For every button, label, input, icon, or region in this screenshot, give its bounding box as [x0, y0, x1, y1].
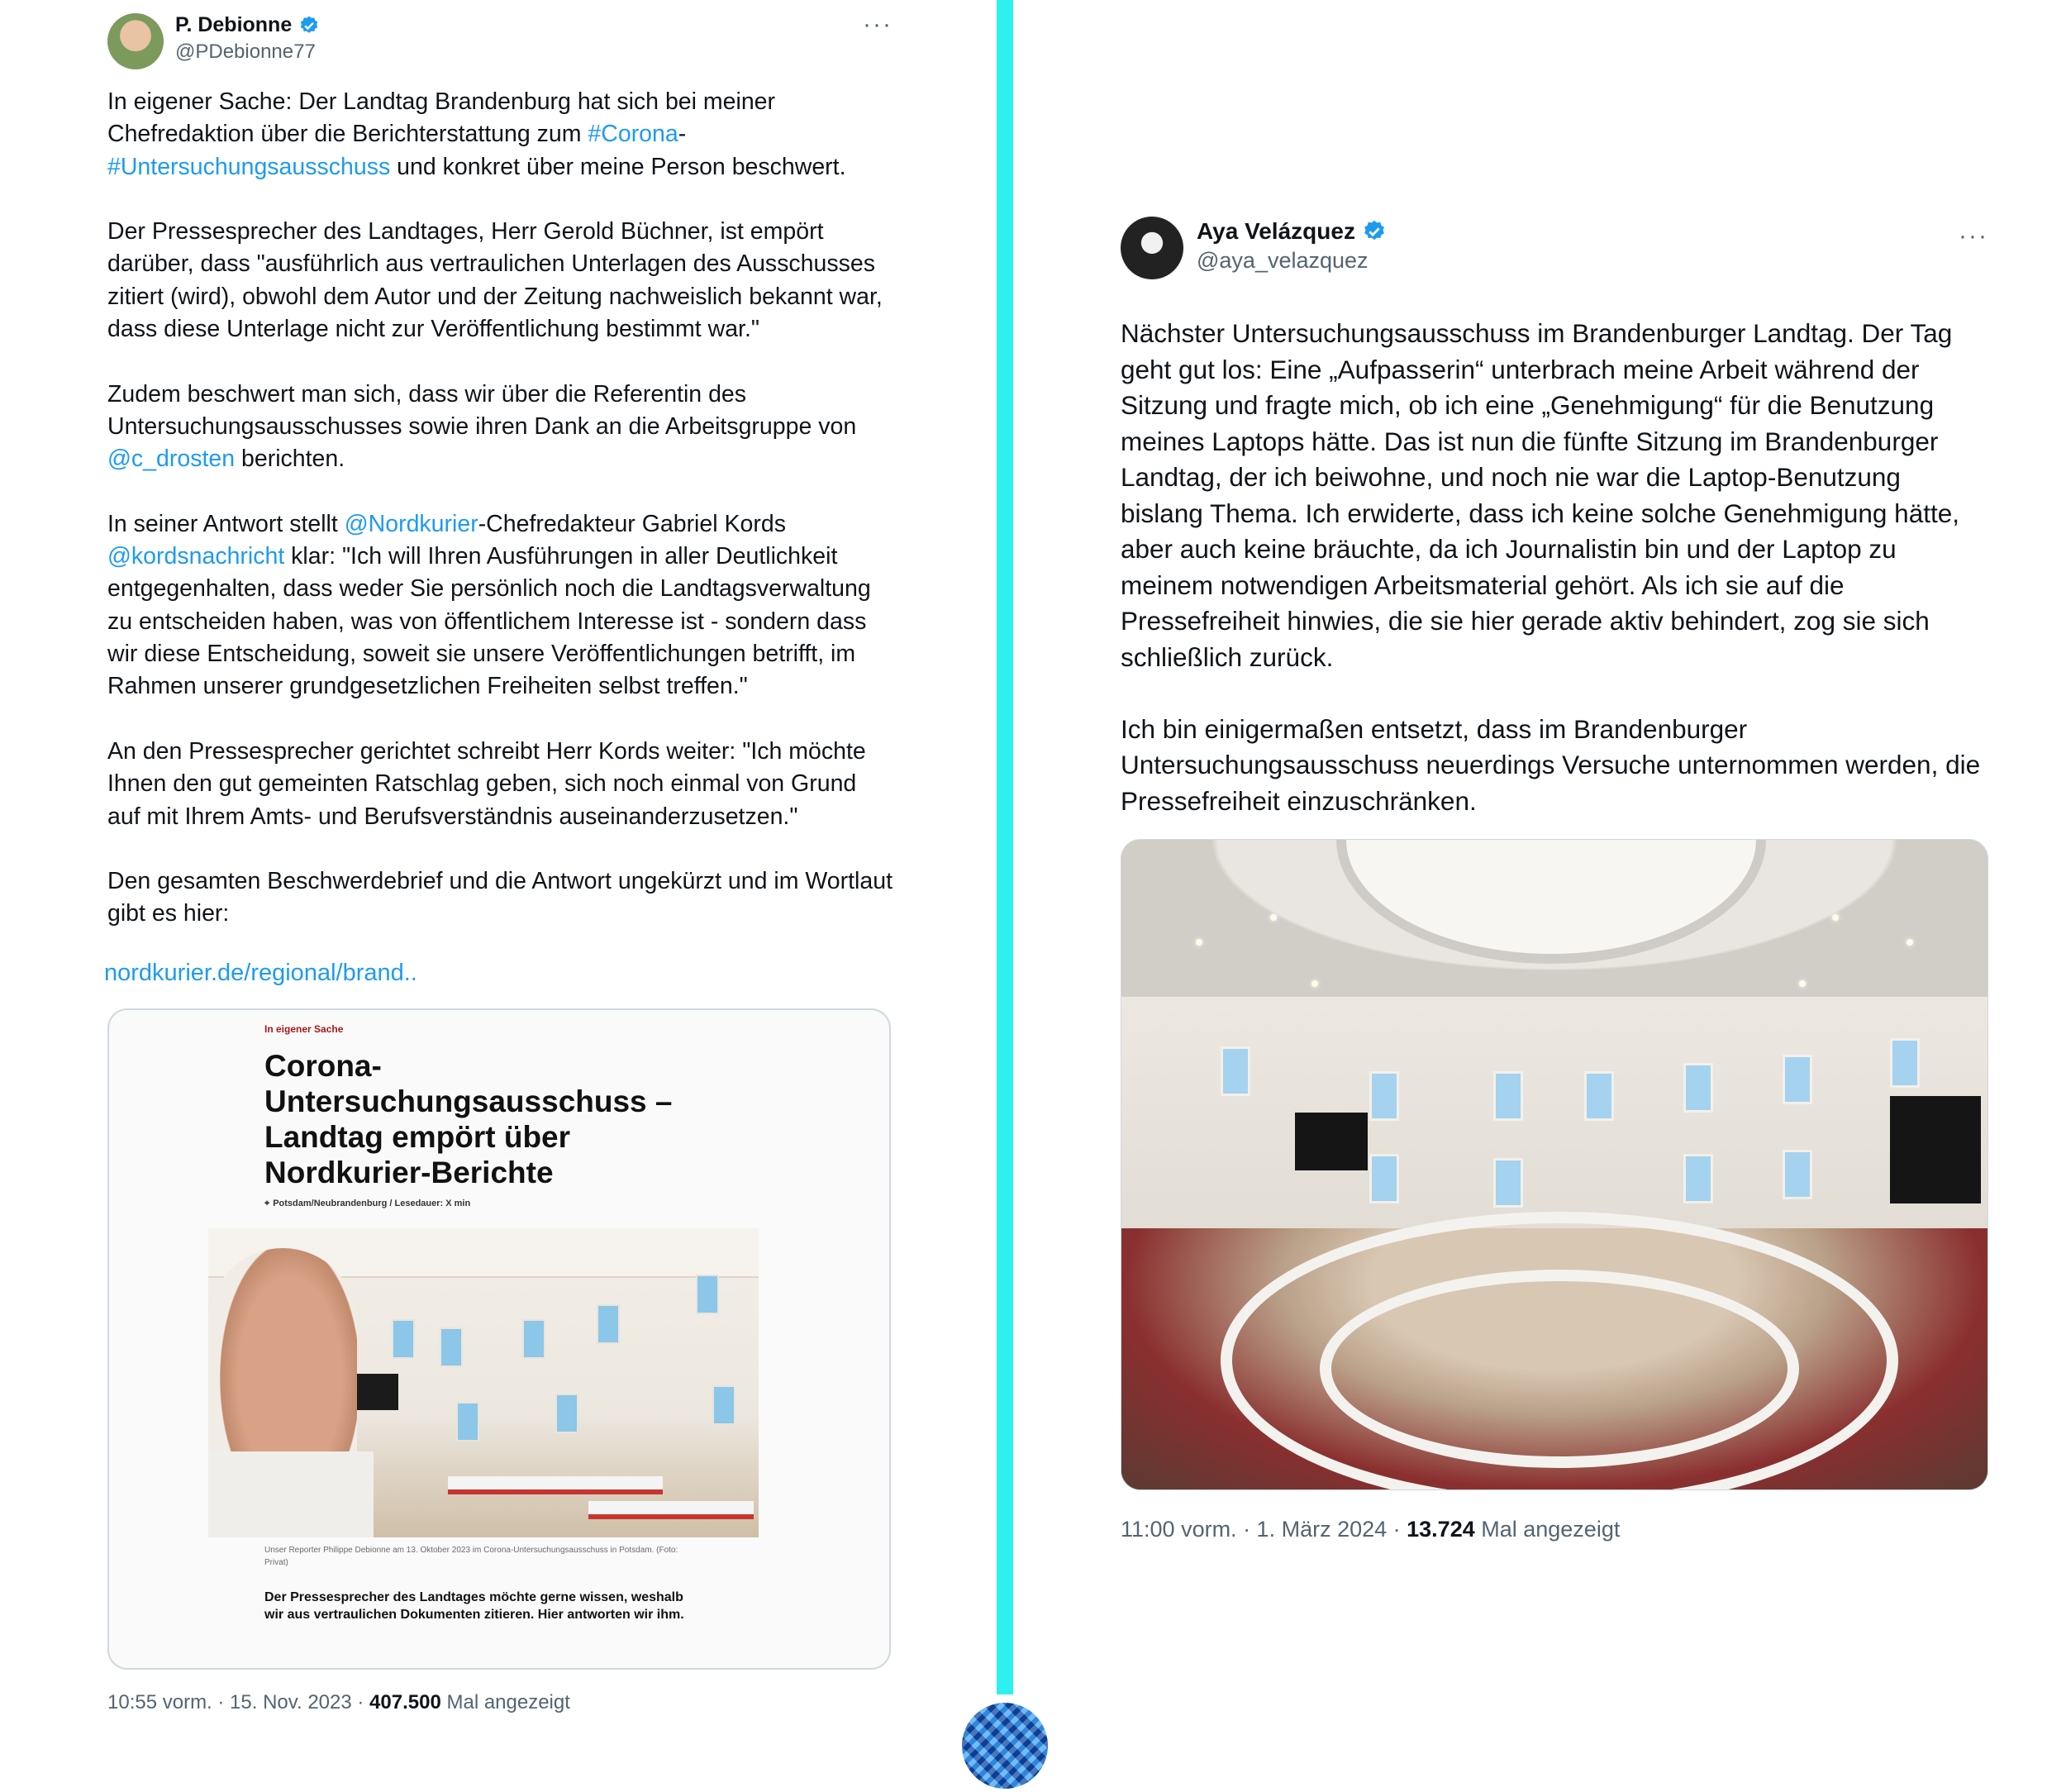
tweet-paragraph: Zudem beschwert man sich, dass wir über die Referentin des Untersuchungsausschusses sowie ihren Dank an die Arbeitsgruppe von @c_drosten berichten. [107, 380, 857, 473]
author-name[interactable]: P. Debionne [175, 13, 293, 36]
tweet-debionne [104, 0, 893, 1714]
card-meta: ⌖ Potsdam/Neubrandenburg / Lesedauer: X min [264, 1199, 471, 1209]
hashtag-untersuchungsausschuss[interactable]: #Untersuchungsausschuss [107, 153, 391, 180]
tweet-photo[interactable] [1121, 839, 1988, 1490]
tweet-paragraph: An den Pressesprecher gerichtet schreibt Herr Kords weiter: "Ich möchte Ihnen den gut gemeinten Ratschlag geben, sich noch einmal von Grund auf mit Ihrem Amts- und Berufsverständnis auseinanderzusetzen." [107, 737, 866, 830]
tweet-paragraph: Den gesamten Beschwerdebrief und die Antwort ungekürzt und im Wortlaut gibt es hier: [107, 868, 893, 927]
author-block [175, 13, 320, 64]
tweet-paragraph: In seiner Antwort stellt @Nordkurier-Chefredakteur Gabriel Kords @kordsnachricht klar: "Ich will Ihren Ausführungen in aller Deutlichkeit entgegenhalten, dass weder Sie persönlich noch die Landtagsverwaltung zu entscheiden haben, was von öffentlichem Interesse ist - sondern dass wir diese Entscheidung, soweit sie unsere Veröffentlichungen betrifft, im Rahmen unserer grundgesetzlichen Freiheiten selbst treffen." [107, 510, 871, 700]
timestamp[interactable]: 11:00 vorm. · 1. März 2024 · [1121, 1517, 1407, 1542]
card-teaser: Der Pressesprecher des Landtages möchte gerne wissen, weshalb wir aus vertraulichen Dokumenten zitieren. Hier antworten wir ihm. [264, 1590, 684, 1623]
mention-kordsnachricht[interactable]: @kordsnachricht [107, 543, 285, 570]
view-count: 407.500 [369, 1691, 441, 1714]
more-options-icon[interactable]: ··· [863, 11, 893, 38]
tweet-text [107, 86, 893, 931]
tweet-paragraph: Der Pressesprecher des Landtages, Herr Gerold Büchner, ist empört darüber, dass "ausführlich aus vertraulichen Unterlagen des Ausschusses zitiert (wird), obwohl dem Autor und der Zeitung nachweislich bekannt war, dass diese Unterlage nicht zur Veröffentlichung bestimmt war." [107, 218, 883, 343]
article-link[interactable]: nordkurier.de/regional/brand.. [104, 960, 417, 987]
avatar[interactable] [107, 13, 164, 69]
tweet-header [1121, 217, 1988, 291]
author-block [1197, 218, 1387, 274]
mention-nordkurier[interactable]: @Nordkurier [344, 510, 478, 537]
views-label: Mal angezeigt [440, 1691, 570, 1714]
more-options-icon[interactable]: ··· [1959, 222, 1988, 250]
author-name[interactable]: Aya Velázquez [1197, 218, 1355, 244]
author-handle[interactable]: @aya_velazquez [1197, 248, 1369, 273]
tweet-footer [107, 1691, 893, 1714]
tweet-text [1121, 316, 1988, 819]
verified-badge-icon [1362, 219, 1387, 244]
tweet-paragraph: In eigener Sache: Der Landtag Brandenburg hat sich bei meiner Chefredaktion über die Berichterstattung zum #Corona-#Untersuchungsausschuss und konkret über meine Person beschwert. [107, 88, 846, 180]
tweet-paragraph: Nächster Untersuchungsausschuss im Brandenburger Landtag. Der Tag geht gut los: Eine „Aufpasserin“ unterbrach meine Arbeit während der Sitzung und fragte mich, ob ich eine „Genehmigung“ für die Benutzung meines Laptops hätte. Das ist nun die fünfte Sitzung im Brandenburger Landtag, der ich beiwohne, und noch nie war die Laptop-Benutzung bislang Thema. Ich erwiderte, dass ich keine solche Genehmigung hätte, aber auch keine bräuchte, da ich Journalistin bin und der Laptop zu meinem notwendigen Arbeitsmaterial gehört. Als ich sie auf die Pressefreiheit hinwies, die sie hier gerade aktiv behindert, zog sie sich schließlich zurück. [1121, 318, 1959, 672]
mention-c-drosten[interactable]: @c_drosten [107, 446, 236, 473]
tweet-velazquez [1121, 217, 1988, 1542]
divider-bar [997, 0, 1013, 1694]
card-image [208, 1228, 759, 1537]
tweet-header [107, 0, 893, 74]
avatar[interactable] [1121, 217, 1183, 279]
card-headline: Corona-Untersuchungsausschuss – Landtag empört über Nordkurier-Berichte [264, 1049, 673, 1190]
author-handle[interactable]: @PDebionne77 [175, 41, 316, 63]
view-count: 13.724 [1407, 1517, 1475, 1542]
tweet-paragraph: Ich bin einigermaßen entsetzt, dass im Brandenburger Untersuchungsausschuss neuerdings Versuche unternommen werden, die Pressefreiheit einzuschränken. [1121, 713, 1981, 816]
tweet-footer [1121, 1517, 1988, 1542]
views-label: Mal angezeigt [1474, 1517, 1621, 1542]
hashtag-corona[interactable]: #Corona [588, 121, 678, 148]
timestamp[interactable]: 10:55 vorm. · 15. Nov. 2023 · [107, 1691, 370, 1714]
card-kicker: In eigener Sache [264, 1023, 344, 1036]
link-preview-card[interactable] [107, 1008, 891, 1670]
verified-badge-icon [298, 15, 320, 36]
channel-logo [962, 1703, 1048, 1789]
card-caption: Unser Reporter Philippe Debionne am 13. Oktober 2023 im Corona-Untersuchungsausschuss in Potsdam. (Foto: Privat) [264, 1546, 678, 1568]
location-pin-icon: ⌖ [264, 1199, 270, 1209]
